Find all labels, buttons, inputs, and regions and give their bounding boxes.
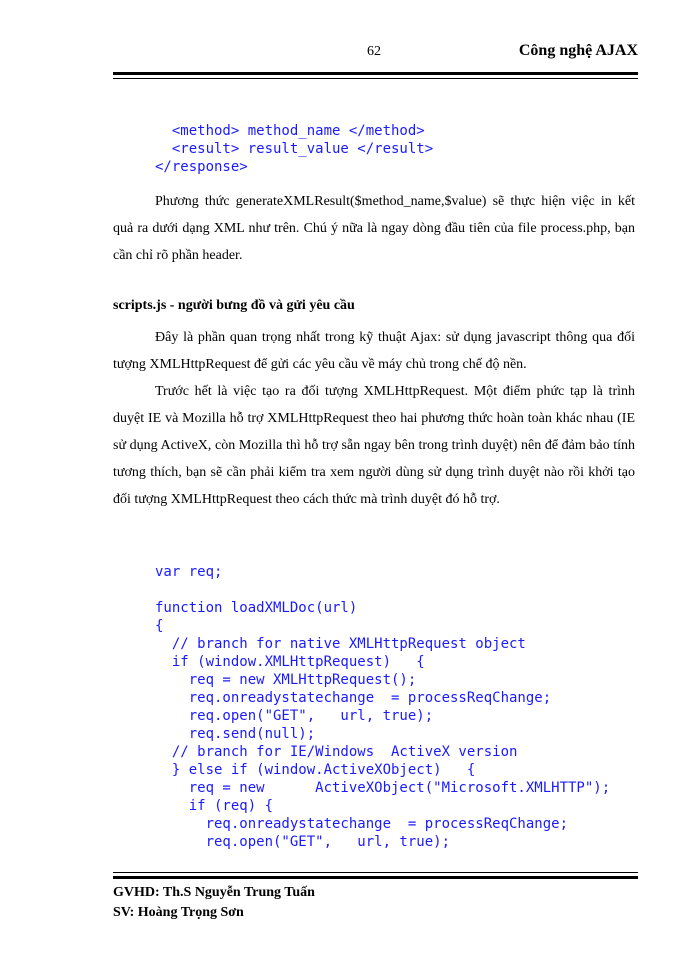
footer-rule-thin <box>113 872 638 873</box>
paragraph-generate-xml: Phương thức generateXMLResult($method_name,$value) sẽ thực hiện việc in kết quả ra dưới dạng XML như trên. Chú ý nữa là ngay dòng đầu tiên của file process.php, bạn cần chỉ rõ phần header. <box>113 194 635 263</box>
code-line: req = new ActiveXObject("Microsoft.XMLHTTP"); <box>155 780 611 796</box>
code-line: req = new XMLHttpRequest(); <box>155 672 417 688</box>
supervisor-line: GVHD: Th.S Nguyễn Trung Tuấn <box>113 885 315 900</box>
footer-rule <box>113 876 638 879</box>
code-line: req.open("GET", url, true); <box>155 834 451 850</box>
paragraph-ajax-intro: Đây là phần quan trọng nhất trong kỹ thuật Ajax: sử dụng javascript thông qua đối tượng XMLHttpRequest để gửi các yêu cầu về máy chủ trong chế độ nền. <box>113 330 635 372</box>
code-line: req.send(null); <box>155 726 316 742</box>
code-line: req.onreadystatechange = processReqChange; <box>155 816 569 832</box>
header-rule <box>113 72 638 75</box>
paragraph-xmlhttprequest: Trước hết là việc tạo ra đối tượng XMLHttpRequest. Một điểm phức tạp là trình duyệt IE và Mozilla hỗ trợ XMLHttpRequest theo hai phương thức hoàn toàn khác nhau (IE sử dụng ActiveX, còn Mozilla thì hỗ trợ sẵn ngay bên trong trình duyệt) nên để đảm bảo tính tương thích, bạn sẽ cần phải kiểm tra xem người dùng sử dụng trình duyệt nào rồi khởi tạo đối tượng XMLHttpRequest theo cách thức mà trình duyệt đó hỗ trợ. <box>113 384 635 507</box>
code-line: req.open("GET", url, true); <box>155 708 434 724</box>
code-line: <result> result_value </result> <box>155 141 434 157</box>
section-heading: scripts.js - người bưng đồ và gửi yêu cầu <box>113 298 355 313</box>
page-header <box>113 40 638 64</box>
document-title: Công nghệ AJAX <box>518 42 638 59</box>
xml-code-block <box>155 122 433 176</box>
code-line: if (window.XMLHttpRequest) { <box>155 654 425 670</box>
code-line: req.onreadystatechange = processReqChange; <box>155 690 552 706</box>
header-rule-thin <box>113 78 638 79</box>
code-line: </response> <box>155 159 248 175</box>
code-line: function loadXMLDoc(url) <box>155 600 358 616</box>
page-footer <box>113 883 315 923</box>
code-line: if (req) { <box>155 798 274 814</box>
student-line: SV: Hoàng Trọng Sơn <box>113 905 244 920</box>
page-number: 62 <box>367 44 381 59</box>
code-line: // branch for native XMLHttpRequest object <box>155 636 526 652</box>
code-line: { <box>155 618 164 634</box>
code-line: var req; <box>155 564 223 580</box>
code-line: } else if (window.ActiveXObject) { <box>155 762 476 778</box>
js-code-block <box>155 563 610 851</box>
code-line: <method> method_name </method> <box>155 123 425 139</box>
code-line: // branch for IE/Windows ActiveX version <box>155 744 518 760</box>
